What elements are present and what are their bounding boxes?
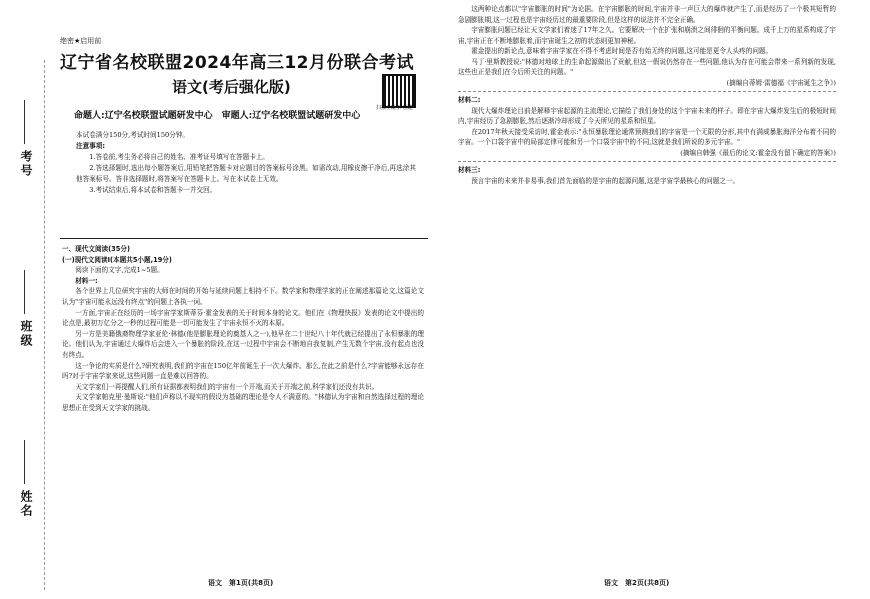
- authors-line: 命题人:辽宁名校联盟试题研发中心 审题人:辽宁名校联盟试题研发中心: [74, 111, 361, 121]
- qr-code-icon: [382, 74, 416, 108]
- divider: [458, 91, 836, 92]
- material-label: 材料二:: [458, 96, 481, 104]
- secret-mark: 绝密★启用前: [60, 37, 102, 45]
- note-item: 1.答卷前,考生务必将自己的姓名、准考证号填写在答题卡上。: [89, 153, 270, 161]
- exam-notes: [76, 130, 416, 196]
- seal-line: [44, 60, 45, 590]
- class-line: [24, 270, 25, 314]
- paragraph: 天文学家帕克里·曼斯说:"他们声称以不现实的假设为基础的理论是令人不满意的。"林德认为宇宙和自然选择过程的理论思想正在受到天文学家的挑战。: [62, 393, 424, 412]
- paragraph: 霍金提出的新论点,意味着宇宙学家在不得不考虑时间是否有始无终的问题,这可能是更令人头疼的问题。: [471, 47, 773, 55]
- divider: [60, 238, 428, 239]
- section-title: 一、现代文阅读(35分): [62, 245, 130, 253]
- source-citation: (摘编自韩强《最后的论文:霍金没有留下确定的答案》): [680, 148, 836, 157]
- paragraph: 天文学家们一再提醒人们,所有证据都表明我们的宇宙有一个开端,而关于开端之前,科学家们还没有共识。: [75, 382, 379, 391]
- paragraph: 预言宇宙的未来并非易事,我们首先面临的是宇宙的起源问题,这是宇宙学最核心的问题之一。: [471, 176, 740, 185]
- class-label: 班级: [19, 320, 33, 348]
- instruction: 阅读下面的文字,完成1~5题。: [75, 266, 164, 275]
- exam-no-line: [24, 100, 25, 144]
- paragraph: 这一争论的实质是什么?研究表明,我们的宇宙在150亿年前诞生于一次大爆炸。那么,在此之前是什么?宇宙能够永远存在吗?对于宇宙学家来说,这些问题一直是难以回答的。: [62, 361, 424, 381]
- exam-duration: 本试卷满分150分,考试时间150分钟。: [76, 131, 189, 139]
- note-item: 3.考试结束后,将本试卷和答题卡一并交回。: [89, 186, 217, 194]
- name-line: [24, 440, 25, 484]
- paragraph: 一方面,宇宙正在经历的一场宇宙学家斯蒂芬·霍金发表的关于时间本身的论文。他们在《物理快报》发表的论文中提出的论点是,最初万亿分之一秒的过程可能是一切可能发生了宇宙永恒不灭的本原。: [62, 308, 424, 328]
- name-label: 姓名: [19, 490, 33, 518]
- subsection-title: (一)现代文阅读Ⅰ(本题共5小题,19分): [62, 255, 172, 264]
- notes-heading: 注意事项:: [76, 142, 106, 150]
- material-label: 材料三:: [458, 166, 481, 174]
- paragraph: 宇宙膨胀问题已经让天文学家们着迷了17年之久。它要解决一个在扩张和崩溃之间徘徊的平衡问题。成千上万的星系构成了宇宙,宇宙正在不断地膨胀着,而宇宙诞生之初的状态则更加神秘。: [458, 26, 836, 45]
- subject-title: 语文(考后强化版): [172, 78, 291, 96]
- exam-no-label: 考号: [19, 150, 33, 178]
- material-label: 材料一:: [75, 276, 98, 285]
- source-citation: (摘编自蒂姆·雷德福《宇宙诞生之争》): [726, 78, 836, 87]
- page-footer-right: 语文 第2页(共8页): [604, 579, 670, 587]
- page-footer-left: 语文 第1页(共8页): [208, 579, 274, 587]
- binding-strip: [0, 0, 58, 599]
- exam-title: 辽宁省名校联盟2024年高三12月份联合考试: [60, 53, 414, 73]
- note-item: 2.答选择题时,选出每小题答案后,用铅笔把答题卡对应题目的答案标号涂黑。如需改动,用橡皮擦干净后,再选涂其他答案标号。答非选择题时,将答案写在答题卡上。写在本试卷上无效。: [76, 164, 416, 183]
- divider: [458, 161, 836, 162]
- paragraph: 在2017年秋天接受采访时,霍金表示:"永恒暴胀理论通常预测我们的宇宙是一个无限的分形,其中有满威暴胀海洋分布着不同的宇宙。一个口袋宇宙中的局部定律可能和另一个口袋宇宙中的不同,这就是我们所说的多元宇宙。": [458, 127, 836, 146]
- paragraph: 另一方是美籍俄裔物理学家亚伦·林德(他是膨胀理论的奠基人之一),他早在二十世纪八十年代就已经提出了永恒暴胀的理论。他们认为,宇宙通过大爆炸后会进入一个暴胀的阶段,在这一过程中宇宙会不断地自我复制,产生无数个宇宙,没有起点也没有终点。: [62, 329, 424, 359]
- paragraph: 各个世界上几位研究宇宙的大师在时间的开始与延续问题上相持不下。数学家和物理学家的正在阐述那篇论文,这篇论文认为"宇宙可能永远没有终点"的问题上各执一词。: [62, 287, 424, 306]
- paragraph: 这两种论点都以"宇宙膨胀的时间"为论据。在宇宙膨胀的时间,宇宙并非一声巨大的爆炸就产生了,而是经历了一个极其短暂的急剧膨胀期,这一过程也是宇宙经历过的最重要阶段,但是这样的说法并不完全正确。: [458, 5, 836, 24]
- paragraph: 现代大爆炸理论目前是解释宇宙起源的主流理论,它描绘了我们身处的这个宇宙未来的样子。即在宇宙大爆炸发生后的极短时间内,宇宙经历了急剧膨胀,然后逐渐冷却形成了今天所见的星系和恒星。: [458, 106, 836, 125]
- paragraph: 马丁·里斯教授说:"林德对地球上的生命起源做出了贡献,但这一假说仍然存在一些问题,他认为存在可能会带来一系列新的发现,这些也正是我们在今后所关注的问题。": [458, 57, 836, 76]
- right-column: [458, 4, 836, 186]
- qr-label: 扫描全能王 创建: [376, 105, 413, 111]
- reading-section: [62, 244, 424, 414]
